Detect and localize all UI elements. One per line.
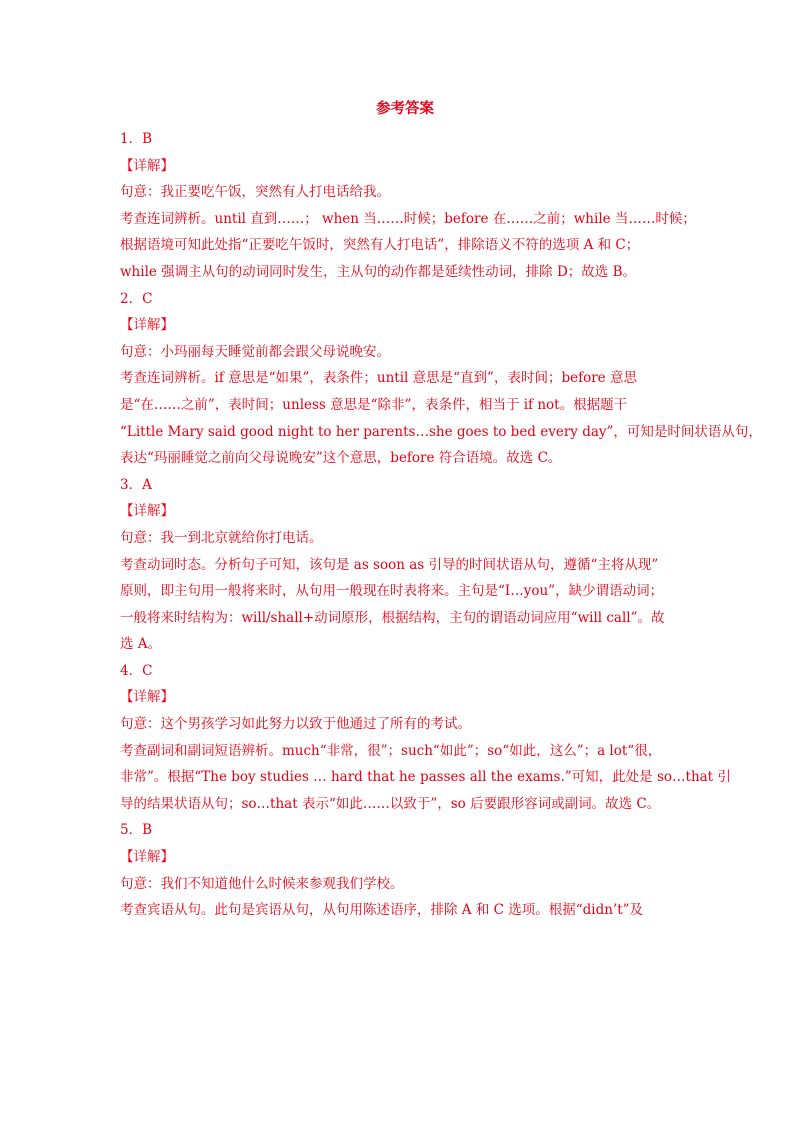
explanation-line: 一般将来时结构为：will/shall+动词原形，根据结构，主句的谓语动词应用“will call”。故 (120, 609, 665, 626)
answer-item-1 (120, 126, 696, 286)
detail-label: 【详解】 (120, 849, 174, 866)
explanation-line: while 强调主从句的动词同时发生，主从句的动作都是延续性动词，排除 D；故选 B。 (120, 263, 636, 280)
detail-label: 【详解】 (120, 689, 174, 706)
page-title: 参考答案 (376, 100, 434, 117)
explanation-line: 原则，即主句用一般将来时，从句用一般现在时表将来。主句是“I…you”，缺少谓语动词； (120, 583, 664, 600)
explanation-line: 考查动词时态。分析句子可知，该句是 as soon as 引导的时间状语从句，遵循“主将从现” (120, 556, 659, 573)
answer-sheet (120, 96, 762, 924)
answer-item-5 (120, 817, 690, 923)
explanation-line: 考查宾语从句。此句是宾语从句，从句用陈述语序，排除 A 和 C 选项。根据“didn’t”及 (120, 902, 644, 919)
detail-label: 【详解】 (120, 503, 174, 520)
explanation-line: 导的结果状语从句；so…that 表示“如此……以致于”，so 后要跟形容词或副词。故选 C。 (120, 795, 661, 812)
explanation-line: 表达“玛丽睡觉之前向父母说晚安”这个意思，before 符合语境。故选 C。 (120, 450, 562, 467)
answer-number: 5．B (120, 822, 153, 839)
explanation-line: “Little Mary said good night to her parents…she goes to bed every day”，可知是时间状语从句， (120, 423, 762, 440)
explanation-line: 句意：小玛丽每天睡觉前都会跟父母说晚安。 (120, 343, 390, 360)
explanation-line: 句意：我们不知道他什么时候来参观我们学校。 (120, 875, 404, 892)
explanation-line: 是“在……之前”，表时间；unless 意思是“除非”，表条件，相当于 if not。根据题干 (120, 396, 628, 413)
explanation-line: 句意：我正要吃午饭，突然有人打电话给我。 (120, 184, 390, 201)
explanation-line: 考查连词辨析。until 直到……； when 当……时候；before 在……之前；while 当……时候； (120, 210, 696, 227)
answer-item-3 (120, 472, 690, 658)
answer-item-2 (120, 286, 762, 472)
answer-number: 1．B (120, 131, 153, 147)
detail-label: 【详解】 (120, 157, 174, 174)
explanation-line: 非常”。根据“The boy studies … hard that he passes all the exams.”可知，此处是 so…that 引 (120, 769, 731, 786)
answer-number: 4．C (120, 662, 153, 679)
answer-item-4 (120, 658, 731, 818)
answer-number: 2．C (120, 290, 153, 307)
explanation-line: 选 A。 (120, 636, 162, 653)
explanation-line: 句意：我一到北京就给你打电话。 (120, 529, 323, 546)
explanation-line: 句意：这个男孩学习如此努力以致于他通过了所有的考试。 (120, 716, 471, 733)
answer-number: 3．A (120, 476, 152, 493)
explanation-line: 根据语境可知此处指“正要吃午饭时，突然有人打电话”，排除语义不符的选项 A 和 C； (120, 237, 640, 254)
explanation-line: 考查副词和副词短语辨析。much“非常，很”；such“如此”；so“如此，这么”；a lot“很， (120, 742, 662, 759)
detail-label: 【详解】 (120, 317, 174, 334)
explanation-line: 考查连词辨析。if 意思是“如果”，表条件；until 意思是“直到”，表时间；before 意思 (120, 370, 637, 387)
